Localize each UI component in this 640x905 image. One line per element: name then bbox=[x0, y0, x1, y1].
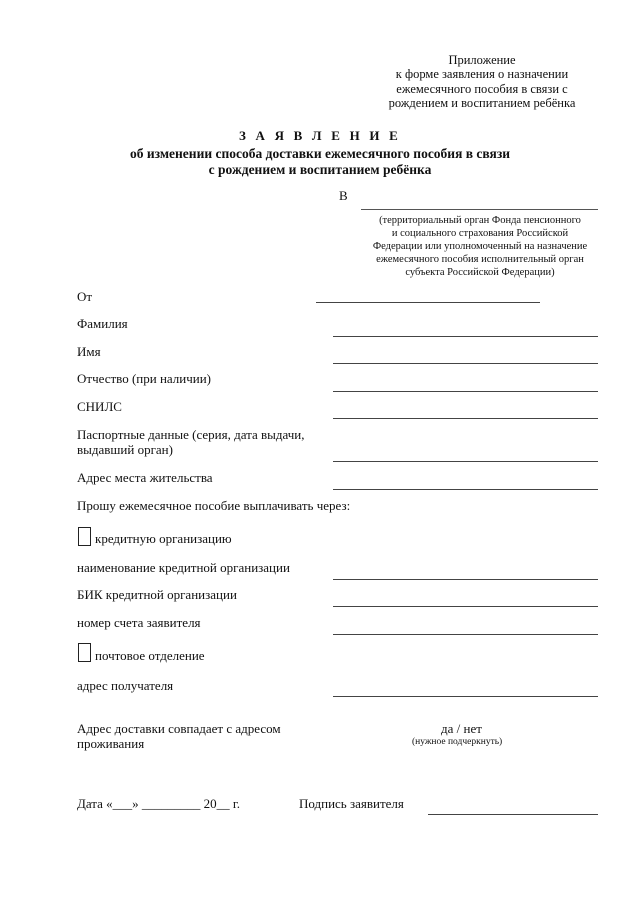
surname-label: Фамилия bbox=[77, 316, 128, 331]
bank-bik-label: БИК кредитной организации bbox=[77, 587, 237, 602]
address-label: Адрес места жительства bbox=[77, 470, 213, 485]
patronymic-field-line[interactable] bbox=[333, 391, 598, 392]
delivery-match-label-line: Адрес доставки совпадает с адресом bbox=[77, 721, 281, 736]
passport-label-line: выдавший орган) bbox=[77, 442, 173, 457]
date-field[interactable]: Дата «___» _________ 20__ г. bbox=[77, 796, 241, 811]
appendix-line: рождением и воспитанием ребёнка bbox=[388, 95, 576, 110]
appendix-line: Приложение bbox=[448, 53, 516, 67]
yes-no-choice[interactable]: да / нет bbox=[441, 721, 482, 736]
snils-field-line[interactable] bbox=[333, 418, 598, 419]
post-option-label: почтовое отделение bbox=[95, 648, 205, 663]
recipient-note-line: (территориальный орган Фонда пенсионного bbox=[379, 215, 581, 226]
recipient-note bbox=[362, 214, 598, 279]
from-label: От bbox=[77, 289, 93, 304]
post-option-checkbox[interactable] bbox=[78, 643, 91, 662]
recipient-address-label: адрес получателя bbox=[77, 678, 174, 693]
appendix-line: к форме заявления о назначении bbox=[395, 67, 569, 82]
document-title: З А Я В Л Е Н И Е bbox=[239, 128, 401, 143]
recipient-field-line[interactable] bbox=[361, 209, 598, 210]
subtitle-line: об изменении способа доставки ежемесячного пособия в связи bbox=[129, 146, 511, 161]
request-text: Прошу ежемесячное пособие выплачивать через: bbox=[77, 498, 351, 513]
delivery-match-label bbox=[77, 721, 281, 751]
account-label: номер счета заявителя bbox=[77, 615, 201, 630]
name-label: Имя bbox=[77, 344, 101, 359]
recipient-address-field-line[interactable] bbox=[333, 696, 598, 697]
bank-option-checkbox[interactable] bbox=[78, 527, 91, 546]
signature-label: Подпись заявителя bbox=[299, 796, 404, 811]
bank-name-label: наименование кредитной организации bbox=[77, 560, 290, 575]
underline-note: (нужное подчеркнуть) bbox=[412, 737, 503, 747]
delivery-match-label-line: проживания bbox=[77, 736, 145, 751]
bank-name-field-line[interactable] bbox=[333, 579, 598, 580]
snils-label: СНИЛС bbox=[77, 399, 122, 414]
passport-label bbox=[77, 427, 305, 457]
surname-field-line[interactable] bbox=[333, 336, 598, 337]
recipient-note-line: Федерации или уполномоченный на назначение bbox=[372, 241, 588, 252]
appendix-line: ежемесячного пособия в связи с bbox=[396, 81, 568, 96]
recipient-note-line: и социального страхования Российской bbox=[391, 228, 569, 239]
bank-bik-field-line[interactable] bbox=[333, 606, 598, 607]
recipient-note-line: субъекта Российской Федерации) bbox=[405, 267, 555, 278]
subtitle-line: с рождением и воспитанием ребёнка bbox=[208, 162, 432, 177]
bank-option-label: кредитную организацию bbox=[95, 531, 232, 546]
passport-label-line: Паспортные данные (серия, дата выдачи, bbox=[77, 427, 305, 442]
appendix-note bbox=[372, 53, 592, 110]
recipient-note-line: ежемесячного пособия исполнительный орган bbox=[376, 254, 584, 265]
passport-field-line[interactable] bbox=[333, 461, 598, 462]
signature-field-line[interactable] bbox=[428, 814, 598, 815]
patronymic-label: Отчество (при наличии) bbox=[77, 371, 212, 386]
name-field-line[interactable] bbox=[333, 363, 598, 364]
account-field-line[interactable] bbox=[333, 634, 598, 635]
recipient-prefix: В bbox=[339, 188, 348, 203]
document-subtitle bbox=[0, 146, 640, 178]
address-field-line[interactable] bbox=[333, 489, 598, 490]
from-field-line[interactable] bbox=[316, 302, 540, 303]
